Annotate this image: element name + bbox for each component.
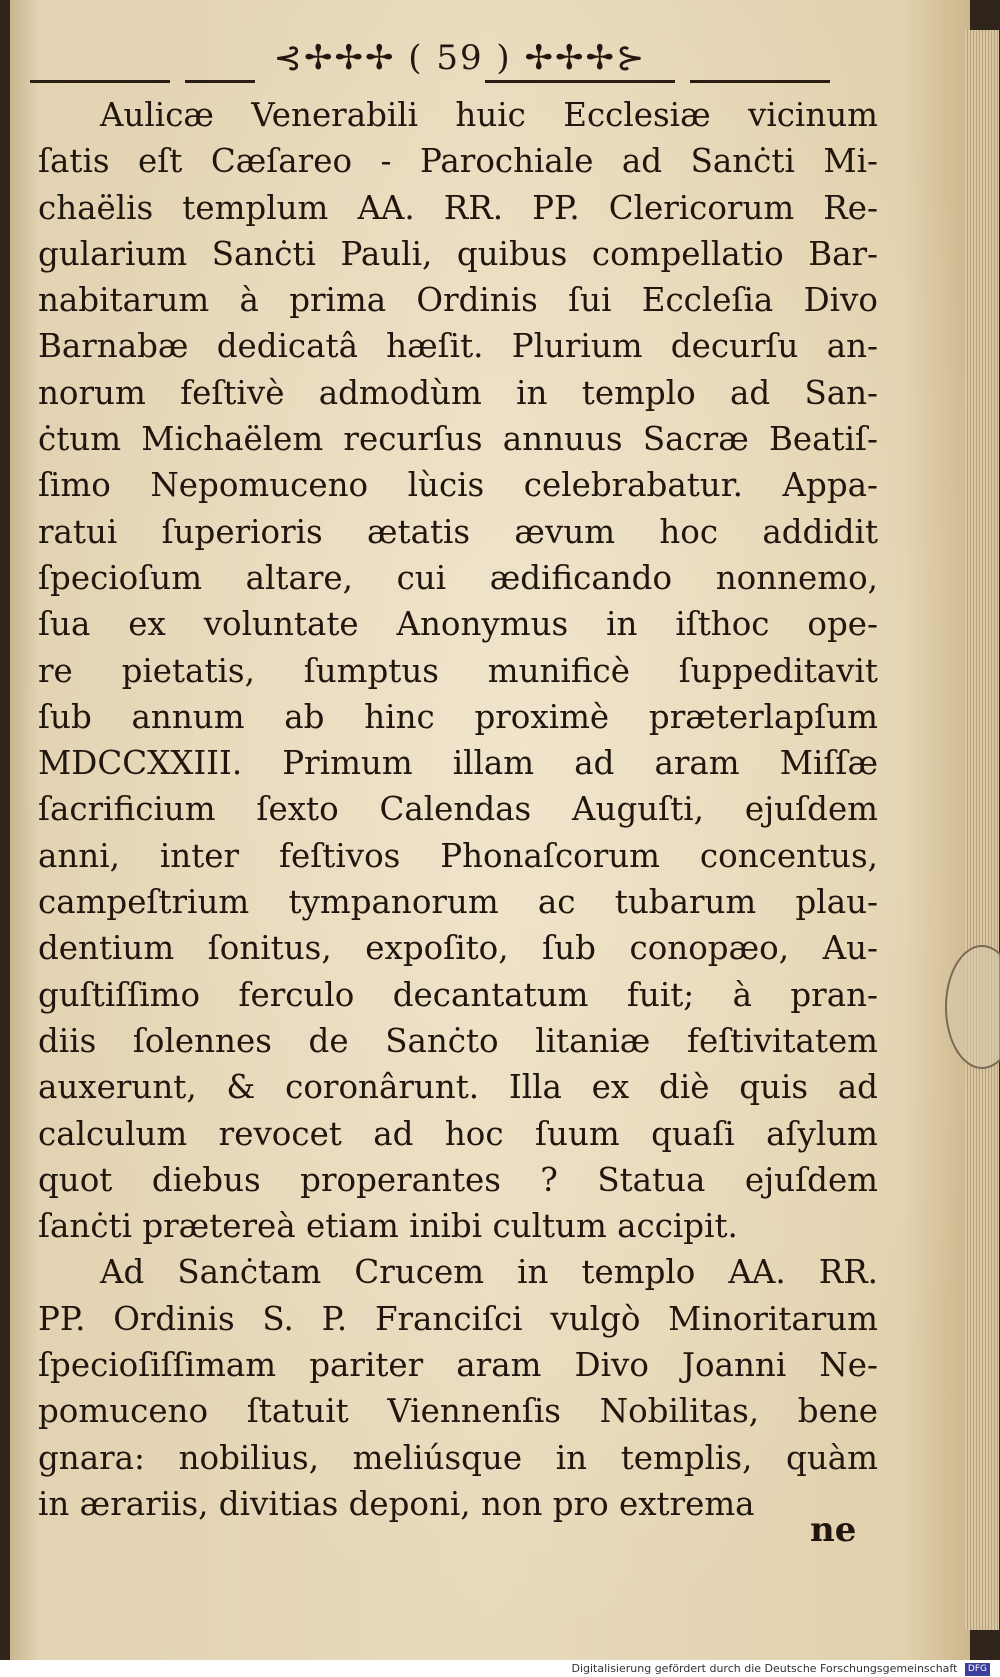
- text-line: nabitarum à prima Ordinis ſui Eccleſia Divo: [38, 281, 878, 320]
- digitization-footer: [571, 1660, 990, 1677]
- header-rule-right: [485, 80, 675, 83]
- book-page: [10, 0, 970, 1660]
- text-line: ſpecioſum altare, cui ædificando nonnemo,: [38, 558, 878, 597]
- header-rule-left-short: [185, 80, 255, 83]
- text-line: chaëlis templum AA. RR. PP. Clericorum Re-: [38, 188, 878, 227]
- text-line: ſatis eſt Cæſareo - Parochiale ad Sanċti Mi-: [38, 142, 878, 181]
- text-line: in ærariis, divitias deponi, non pro extrema: [38, 1484, 755, 1523]
- text-line: gnara: nobilius, meliúsque in templis, quàm: [38, 1438, 878, 1477]
- text-line: ſanċti prætereà etiam inibi cultum accipit.: [38, 1207, 738, 1246]
- text-line: PP. Ordinis S. P. Franciſci vulgò Minoritarum: [38, 1299, 878, 1338]
- page-number-line: [30, 38, 890, 78]
- text-line: Aulicæ Venerabili huic Ecclesiæ vicinum: [100, 96, 878, 134]
- text-line: anni, inter feſtivos Phonaſcorum concentus,: [38, 836, 878, 875]
- text-line: ċtum Michaëlem recurſus annuus Sacræ Beatiſ-: [38, 420, 878, 459]
- header-rule-left: [30, 80, 170, 83]
- text-line: gularium Sanċti Pauli, quibus compellatio Bar-: [38, 234, 878, 273]
- text-line: calculum revocet ad hoc ſuum quaſi aſylum: [38, 1114, 878, 1153]
- text-line: quot diebus properantes ? Statua ejuſdem: [38, 1160, 878, 1199]
- ornament-right-icon: ✢✢✢⊱: [524, 38, 647, 78]
- text-line: re pietatis, ſumptus munificè ſuppeditavit: [38, 651, 878, 690]
- text-line: diis ſolennes de Sanċto litaniæ feſtivitatem: [38, 1021, 878, 1060]
- text-line: ratui ſuperioris ætatis ævum hoc addidit: [38, 512, 878, 551]
- page-number: ( 59 ): [408, 38, 512, 78]
- text-line: auxerunt, & coronârunt. Illa ex diè quis ad: [38, 1068, 878, 1107]
- text-line: ſub annum ab hinc proximè præterlapſum: [38, 697, 878, 736]
- header-rule-right-end: [690, 80, 830, 83]
- text-line: pomuceno ſtatuit Viennenſis Nobilitas, bene: [38, 1392, 878, 1431]
- text-line: guſtiſſimo ferculo decantatum fuit; à pran-: [38, 975, 878, 1014]
- text-line: ſacrificium ſexto Calendas Auguſti, ejuſdem: [38, 790, 878, 829]
- text-line: MDCCXXIII. Primum illam ad aram Miſſæ: [38, 744, 878, 783]
- page-edges: [965, 30, 999, 1630]
- catchword: ne: [810, 1510, 857, 1550]
- footer-credit: Digitalisierung gefördert durch die Deutsche Forschungsgemeinschaft: [571, 1662, 958, 1675]
- text-line: ſua ex voluntate Anonymus in iſthoc ope-: [38, 605, 878, 644]
- text-line: norum feſtivè admodùm in templo ad San-: [38, 373, 878, 412]
- dfg-logo-icon: DFG: [965, 1663, 990, 1676]
- body-text: [38, 92, 878, 1527]
- text-line: dentium ſonitus, expoſito, ſub conopæo, Au-: [38, 929, 878, 968]
- page-header: [30, 38, 870, 88]
- text-line: Barnabæ dedicatâ hæſit. Plurium decurſu an-: [38, 327, 878, 366]
- ornament-left-icon: ⊰✢✢✢: [273, 38, 396, 78]
- text-line: Ad Sanċtam Crucem in templo AA. RR.: [100, 1253, 878, 1292]
- text-line: campeſtrium tympanorum ac tubarum plau-: [38, 883, 878, 922]
- text-line: ſpecioſiſſimam pariter aram Divo Joanni Ne-: [38, 1346, 878, 1385]
- text-line: ſimo Nepomuceno lùcis celebrabatur. Appa-: [38, 466, 878, 505]
